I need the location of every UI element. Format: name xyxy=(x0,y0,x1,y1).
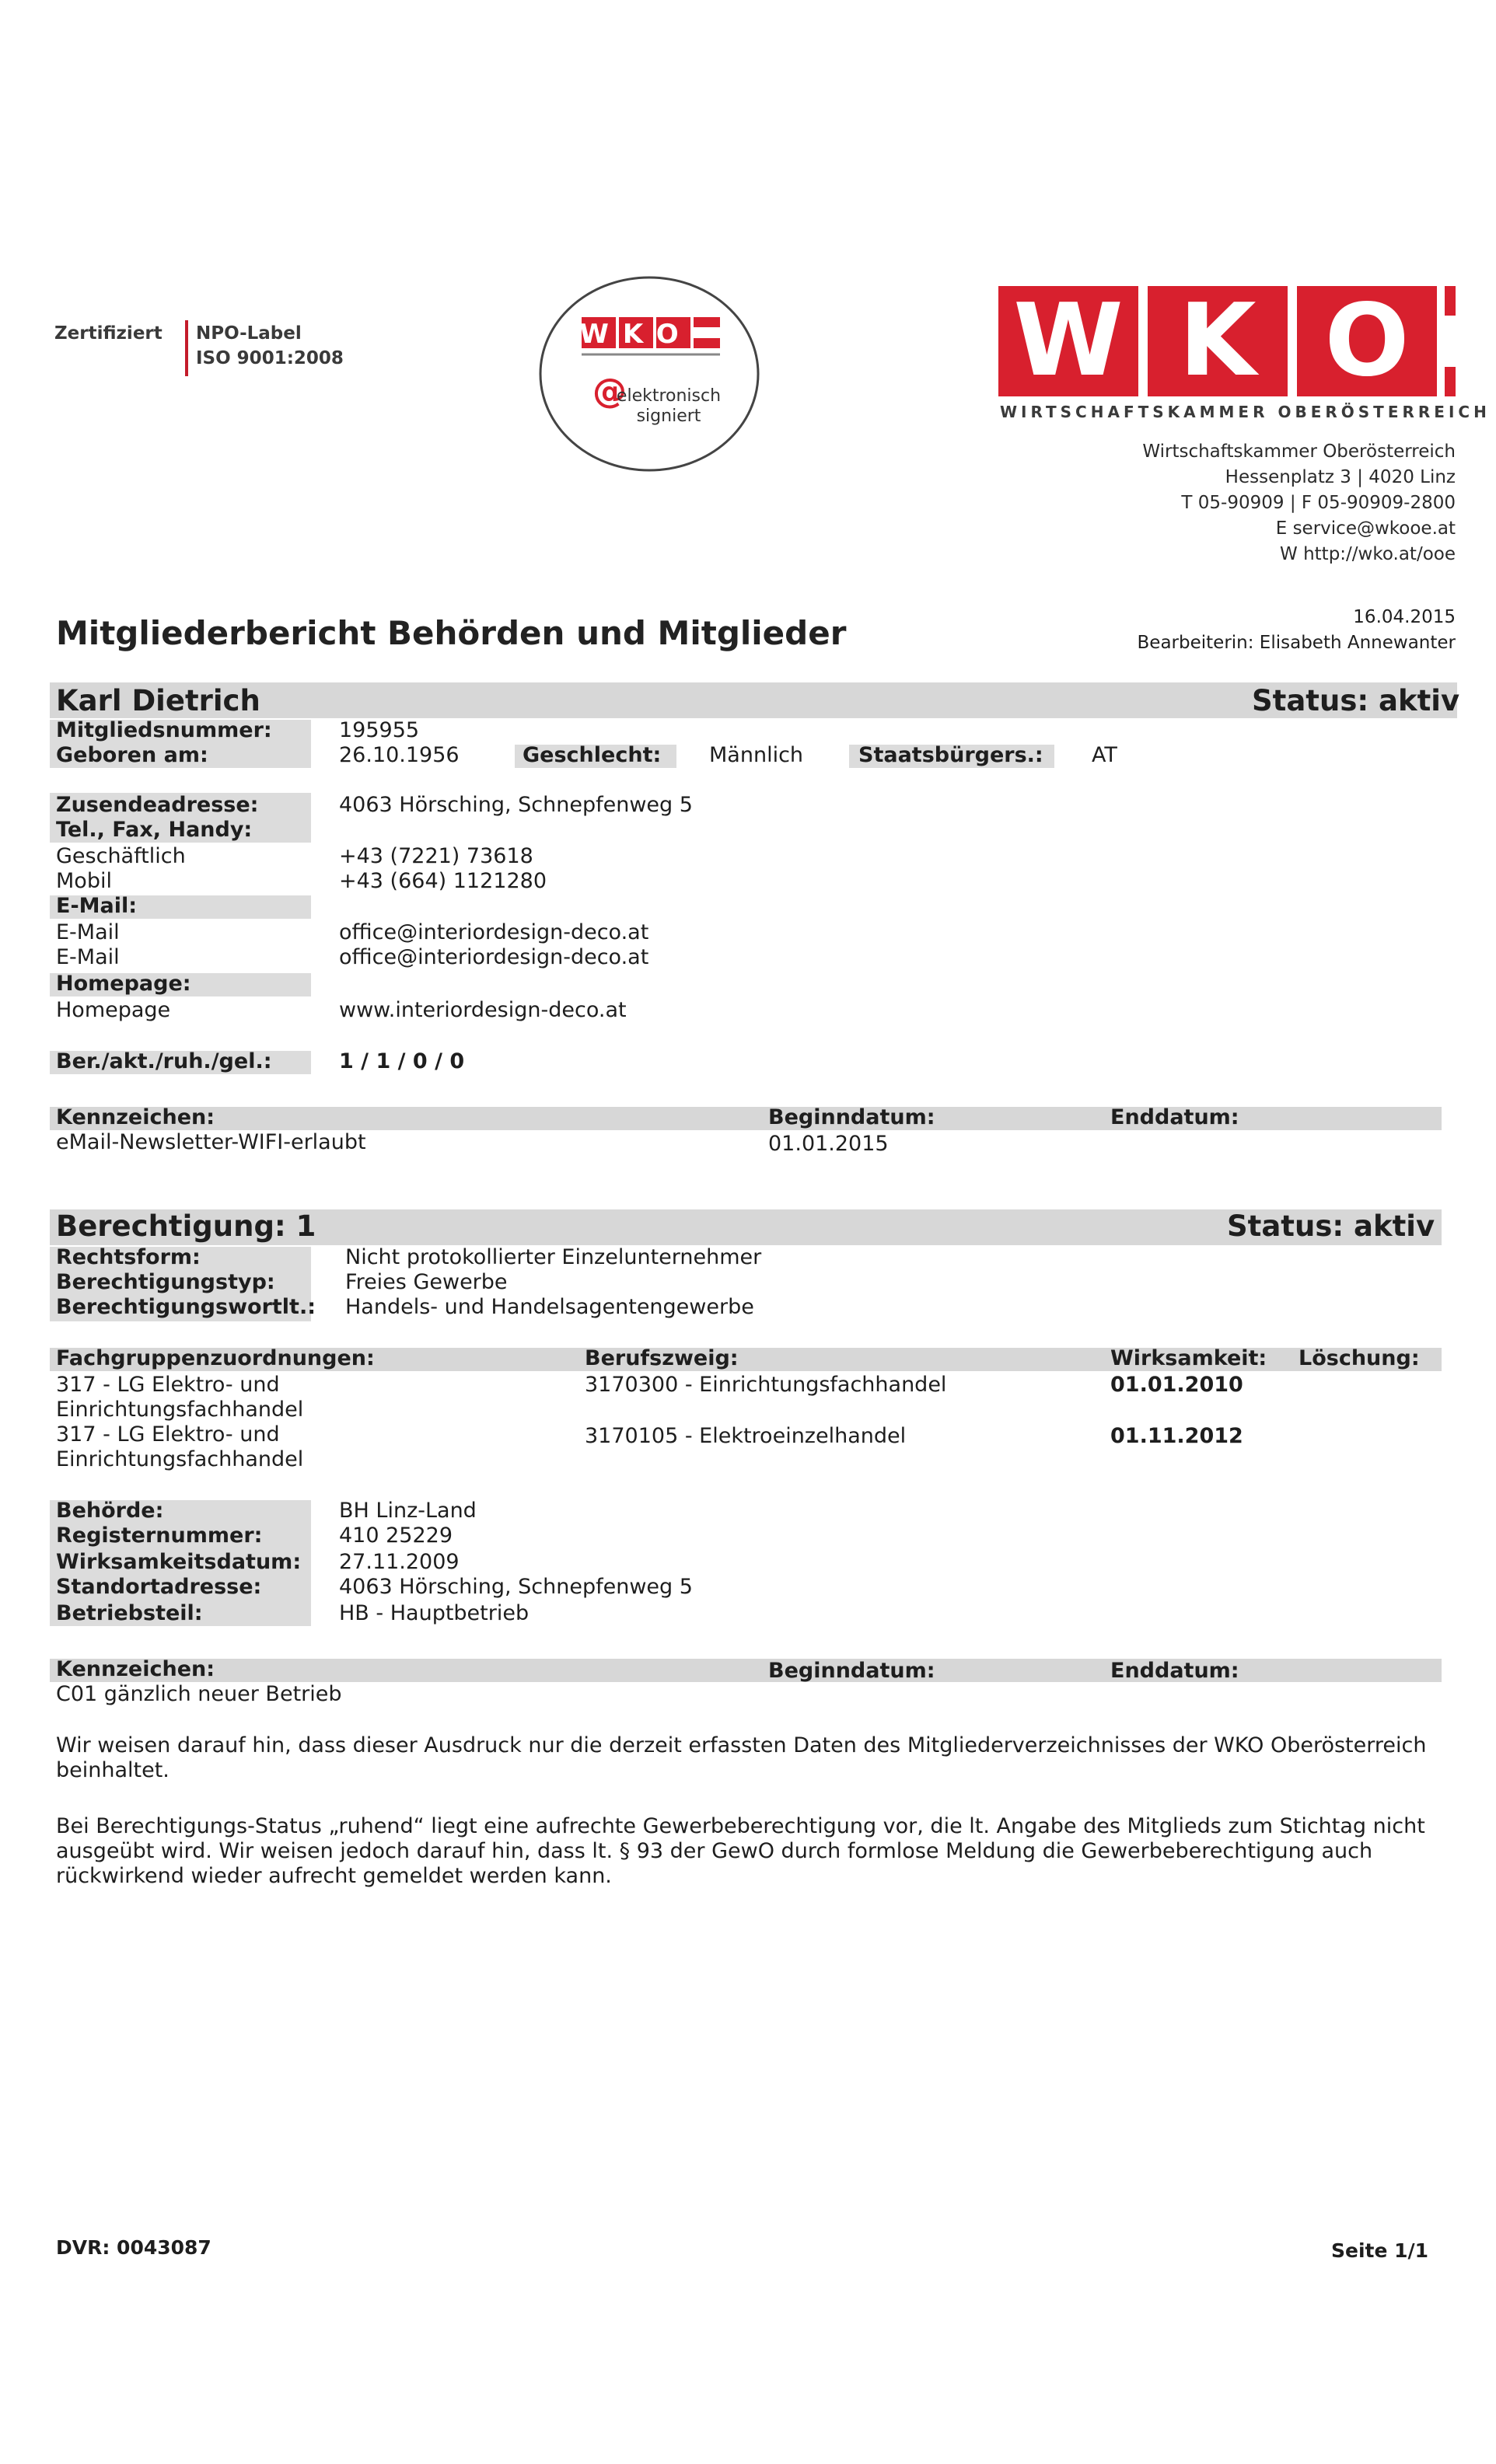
cert-line-npo: NPO-Label xyxy=(196,323,302,344)
postal-address: 4063 Hörsching, Schnepfenweg 5 xyxy=(339,793,693,817)
homepage-sub-label: Homepage xyxy=(56,998,171,1022)
table-row-effective: 01.11.2012 xyxy=(1110,1424,1243,1448)
logo-letter-k: K xyxy=(1148,286,1288,396)
authority-label: Behörde: xyxy=(56,1499,164,1523)
address-line: Hessenplatz 3 | 4020 Linz xyxy=(1225,467,1456,487)
member-number-label: Mitgliedsnummer: xyxy=(56,718,272,742)
chamber-address xyxy=(1142,439,1456,567)
legal-form-value: Nicht protokollierter Einzelunternehmer xyxy=(345,1245,762,1269)
register-number-label: Registernummer: xyxy=(56,1523,263,1548)
group-assignment-header: Fachgruppenzuordnungen: xyxy=(56,1346,375,1370)
phone-mobile: +43 (664) 1121280 xyxy=(339,869,547,893)
permission-wording-label: Berechtigungswortlt.: xyxy=(56,1295,316,1319)
kennzeichen-value-2: C01 gänzlich neuer Betrieb xyxy=(56,1682,342,1706)
cert-line-iso: ISO 9001:2008 xyxy=(196,348,344,368)
permission-type-value: Freies Gewerbe xyxy=(345,1270,508,1294)
begin-date-label-2: Beginndatum: xyxy=(768,1659,935,1683)
operation-unit-value: HB - Hauptbetrieb xyxy=(339,1601,530,1625)
permission-title: Berechtigung: 1 xyxy=(56,1209,316,1243)
table-row-group-line1: 317 - LG Elektro- und xyxy=(56,1422,280,1447)
phone-label: Tel., Fax, Handy: xyxy=(56,818,253,842)
address-line: W http://wko.at/ooe xyxy=(1280,544,1456,564)
end-date-label: Enddatum: xyxy=(1110,1105,1239,1129)
report-date: 16.04.2015 xyxy=(1353,607,1456,627)
email2-label: E-Mail xyxy=(56,945,120,969)
page-number: Seite 1/1 xyxy=(1331,2239,1429,2262)
dvr-number: DVR: 0043087 xyxy=(56,2236,211,2259)
operation-unit-label: Betriebsteil: xyxy=(56,1601,203,1625)
citizenship-label: Staatsbürgers.: xyxy=(858,743,1043,767)
register-number-value: 410 25229 xyxy=(339,1523,453,1548)
note-paragraph-2: Bei Berechtigungs-Status „ruhend“ liegt eine aufrechte Gewerbeberechtigung vor, die lt. Angabe des Mitglieds zum Stichtag nicht ausgeübt wird. Wir weisen jedoch darauf hin, dass lt. § 93 der GewO durch formlose Meldung die Gewerbeberechtigung auch rückwirkend wieder aufrecht gemeldet werden kann. xyxy=(56,1814,1425,1888)
born-value: 26.10.1956 xyxy=(339,743,460,767)
site-address-label: Standortadresse: xyxy=(56,1575,262,1599)
email1-value[interactable]: office@interiordesign-deco.at xyxy=(339,920,649,944)
wko-logo xyxy=(998,283,1491,434)
address-line: Wirtschaftskammer Oberösterreich xyxy=(1142,441,1456,462)
note-paragraph-1: Wir weisen darauf hin, dass dieser Ausdruck nur die derzeit erfassten Daten des Mitgliederverzeichnisses der WKO Oberösterreich beinhaltet. xyxy=(56,1733,1427,1782)
seal-text-signiert: signiert xyxy=(636,407,701,426)
member-name: Karl Dietrich xyxy=(56,684,260,717)
homepage-label: Homepage: xyxy=(56,972,191,996)
table-row-group-line2: Einrichtungsfachhandel xyxy=(56,1447,304,1471)
citizenship-value: AT xyxy=(1092,743,1117,767)
homepage-link[interactable]: www.interiordesign-deco.at xyxy=(339,998,627,1022)
table-row-group-line1: 317 - LG Elektro- und xyxy=(56,1373,280,1397)
phone-mobile-label: Mobil xyxy=(56,869,112,893)
kennzeichen-label: Kennzeichen: xyxy=(56,1105,215,1129)
address-line: E service@wkooe.at xyxy=(1275,518,1456,539)
begin-date-label: Beginndatum: xyxy=(768,1105,935,1129)
logo-stripe-bottom xyxy=(1445,367,1456,396)
effective-date-label: Wirksamkeitsdatum: xyxy=(56,1550,302,1574)
legal-form-label: Rechtsform: xyxy=(56,1245,201,1269)
kennzeichen-begin-date: 01.01.2015 xyxy=(768,1132,889,1156)
table-row-group-line2: Einrichtungsfachhandel xyxy=(56,1398,304,1422)
trade-branch-header: Berufszweig: xyxy=(585,1346,739,1370)
effective-header: Wirksamkeit: xyxy=(1110,1346,1267,1370)
report-date-block xyxy=(1138,605,1456,656)
table-row-branch: 3170105 - Elektroeinzelhandel xyxy=(585,1424,907,1448)
deletion-header: Löschung: xyxy=(1299,1346,1420,1370)
kennzeichen-value: eMail-Newsletter-WIFI-erlaubt xyxy=(56,1130,366,1154)
permission-type-label: Berechtigungstyp: xyxy=(56,1270,275,1294)
permission-status: Status: aktiv xyxy=(1227,1209,1435,1243)
ber-label: Ber./akt./ruh./gel.: xyxy=(56,1049,272,1073)
postal-address-label: Zusendeadresse: xyxy=(56,793,259,817)
ber-value: 1 / 1 / 0 / 0 xyxy=(339,1049,465,1073)
table-row-effective: 01.01.2010 xyxy=(1110,1373,1243,1397)
email1-label: E-Mail xyxy=(56,920,120,944)
address-line: T 05-90909 | F 05-90909-2800 xyxy=(1181,493,1456,513)
member-header-band xyxy=(50,682,1460,718)
member-status: Status: aktiv xyxy=(1252,684,1460,717)
logo-letter-w: W xyxy=(998,286,1138,396)
seal-at-icon: @ xyxy=(592,372,627,411)
cert-divider xyxy=(185,320,188,376)
email2-value[interactable]: office@interiordesign-deco.at xyxy=(339,945,649,969)
permission-wording-value: Handels- und Handelsagentengewerbe xyxy=(345,1295,754,1319)
logo-subtitle: WIRTSCHAFTSKAMMER OBERÖSTERREICH xyxy=(1000,403,1491,421)
page-title: Mitgliederbericht Behörden und Mitglieder xyxy=(56,614,847,652)
table-row-branch: 3170300 - Einrichtungsfachhandel xyxy=(585,1373,947,1397)
report-clerk: Bearbeiterin: Elisabeth Annewanter xyxy=(1137,633,1456,653)
authority-value: BH Linz-Land xyxy=(339,1499,477,1523)
site-address-value: 4063 Hörsching, Schnepfenweg 5 xyxy=(339,1575,693,1599)
kennzeichen-label-2: Kennzeichen: xyxy=(56,1657,215,1681)
electronic-signature-seal xyxy=(537,272,762,476)
seal-logo: WKO xyxy=(579,319,693,350)
seal-text-elektronisch: elektronisch xyxy=(616,386,722,406)
logo-stripe-top xyxy=(1445,286,1456,316)
end-date-label-2: Enddatum: xyxy=(1110,1659,1239,1683)
born-label: Geboren am: xyxy=(56,743,208,767)
email-label: E-Mail: xyxy=(56,894,138,918)
phone-business: +43 (7221) 73618 xyxy=(339,844,533,868)
gender-label: Geschlecht: xyxy=(523,743,662,767)
gender-value: Männlich xyxy=(709,743,804,767)
cert-label: Zertifiziert xyxy=(54,323,163,344)
phone-business-label: Geschäftlich xyxy=(56,844,186,868)
effective-date-value: 27.11.2009 xyxy=(339,1550,460,1574)
logo-letter-o: O xyxy=(1297,286,1437,396)
member-number: 195955 xyxy=(339,718,420,742)
